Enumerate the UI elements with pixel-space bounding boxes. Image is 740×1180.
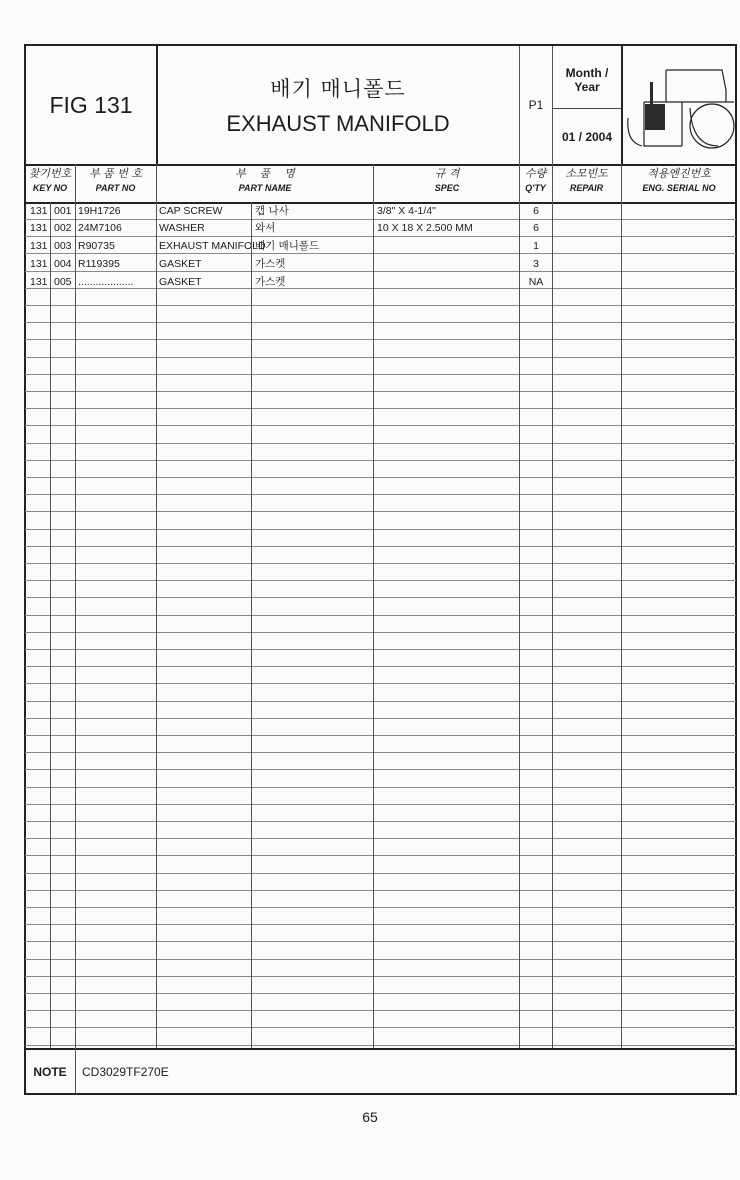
month-year-divider bbox=[553, 108, 621, 109]
row-rule bbox=[25, 391, 736, 392]
row-rule bbox=[25, 580, 736, 581]
tractor-icon bbox=[622, 46, 736, 164]
row-name-ko: 캡 나사 bbox=[255, 205, 289, 217]
row-name-en: CAP SCREW bbox=[159, 205, 223, 217]
column-rule bbox=[621, 46, 623, 164]
row-rule bbox=[25, 425, 736, 426]
column-rule bbox=[621, 164, 622, 1048]
row-rule bbox=[25, 666, 736, 667]
column-rule bbox=[50, 202, 51, 1048]
row-rule bbox=[25, 838, 736, 839]
row-rule bbox=[25, 511, 736, 512]
page-code: P1 bbox=[528, 98, 544, 112]
row-rule bbox=[25, 477, 736, 478]
row-key: 002 bbox=[54, 222, 72, 234]
row-name-en: WASHER bbox=[159, 222, 205, 234]
row-rule bbox=[25, 1027, 736, 1028]
row-key: 003 bbox=[54, 240, 72, 252]
row-rule bbox=[25, 615, 736, 616]
row-name-en: GASKET bbox=[159, 258, 202, 270]
col-header-repair: 소모빈도 REPAIR bbox=[565, 167, 608, 193]
fig-label: FIG 131 bbox=[49, 91, 133, 118]
row-rule bbox=[25, 941, 736, 942]
row-rule bbox=[25, 305, 736, 306]
row-rule bbox=[25, 873, 736, 874]
row-rule bbox=[25, 494, 736, 495]
row-rule bbox=[25, 1010, 736, 1011]
row-name-ko: 가스켓 bbox=[255, 276, 286, 288]
row-name-en: EXHAUST MANIFOLD bbox=[159, 240, 266, 252]
row-qty: 6 bbox=[533, 205, 539, 217]
row-fig: 131 bbox=[30, 222, 48, 234]
row-qty: 6 bbox=[533, 222, 539, 234]
row-name-ko: 와셔 bbox=[255, 222, 276, 234]
row-fig: 131 bbox=[30, 205, 48, 217]
note-text: CD3029TF270E bbox=[82, 1065, 169, 1079]
row-rule bbox=[25, 907, 736, 908]
col-header-spec: 규 격 SPEC bbox=[434, 167, 460, 193]
row-rule bbox=[25, 735, 736, 736]
row-rule bbox=[25, 924, 736, 925]
row-rule bbox=[25, 976, 736, 977]
row-rule bbox=[25, 253, 736, 254]
row-qty: NA bbox=[528, 276, 544, 288]
row-rule bbox=[25, 460, 736, 461]
month-year-label: Month / Year bbox=[565, 66, 609, 94]
column-rule bbox=[75, 1048, 76, 1094]
column-rule bbox=[75, 164, 76, 1048]
row-rule bbox=[25, 752, 736, 753]
row-rule bbox=[25, 804, 736, 805]
row-part-no: R119395 bbox=[78, 258, 120, 270]
column-rule bbox=[373, 164, 374, 1048]
column-rule bbox=[519, 164, 520, 1048]
row-rule bbox=[25, 993, 736, 994]
row-part-no: 24M7106 bbox=[78, 222, 122, 234]
title-korean: 배기 매니폴드 bbox=[270, 77, 406, 101]
row-key: 004 bbox=[54, 258, 72, 270]
row-rule bbox=[25, 632, 736, 633]
col-header-qty: 수량 Q'TY bbox=[524, 167, 547, 193]
column-rule bbox=[156, 46, 158, 164]
row-rule bbox=[25, 408, 736, 409]
row-rule bbox=[25, 164, 736, 166]
row-rule bbox=[25, 236, 736, 237]
row-rule bbox=[25, 271, 736, 272]
column-rule bbox=[519, 46, 520, 164]
row-key: 001 bbox=[54, 205, 72, 217]
column-rule bbox=[156, 164, 157, 1048]
page-number: 65 bbox=[362, 1109, 378, 1125]
row-rule bbox=[25, 1045, 736, 1046]
row-rule bbox=[25, 701, 736, 702]
month-year-value: 01 / 2004 bbox=[561, 130, 613, 144]
row-qty: 3 bbox=[533, 258, 539, 270]
column-rule bbox=[251, 202, 252, 1048]
row-rule bbox=[25, 787, 736, 788]
row-part-no: R90735 bbox=[78, 240, 115, 252]
row-spec: 3/8" X 4-1/4" bbox=[377, 205, 436, 217]
row-rule bbox=[25, 443, 736, 444]
row-part-no: ................... bbox=[78, 276, 134, 288]
col-header-part-name: 부 품 명 PART NAME bbox=[235, 167, 295, 193]
row-rule bbox=[25, 219, 736, 220]
row-rule bbox=[25, 855, 736, 856]
row-spec: 10 X 18 X 2.500 MM bbox=[377, 222, 473, 234]
row-rule bbox=[25, 546, 736, 547]
row-rule bbox=[25, 202, 736, 204]
row-fig: 131 bbox=[30, 258, 48, 270]
row-rule bbox=[25, 563, 736, 564]
row-rule bbox=[25, 890, 736, 891]
row-key: 005 bbox=[54, 276, 72, 288]
col-header-serial: 적용엔진번호 ENG. SERIAL NO bbox=[642, 167, 716, 193]
row-rule bbox=[25, 718, 736, 719]
row-rule bbox=[25, 959, 736, 960]
row-rule bbox=[25, 357, 736, 358]
column-rule bbox=[552, 46, 553, 164]
row-rule bbox=[25, 288, 736, 289]
row-rule bbox=[25, 683, 736, 684]
row-name-ko: 배기 매니폴드 bbox=[255, 240, 320, 252]
row-rule bbox=[25, 322, 736, 323]
row-fig: 131 bbox=[30, 240, 48, 252]
col-header-part-no: 부 품 번 호 PART NO bbox=[89, 167, 142, 193]
row-rule bbox=[25, 529, 736, 530]
row-rule bbox=[25, 339, 736, 340]
row-rule bbox=[25, 649, 736, 650]
note-label: NOTE bbox=[33, 1065, 67, 1079]
row-rule bbox=[25, 374, 736, 375]
col-header-key-no: 찾기번호 KEY NO bbox=[28, 167, 72, 193]
column-rule bbox=[552, 164, 553, 1048]
row-name-en: GASKET bbox=[159, 276, 202, 288]
title-english: EXHAUST MANIFOLD bbox=[226, 111, 450, 136]
row-fig: 131 bbox=[30, 276, 48, 288]
row-rule bbox=[25, 769, 736, 770]
row-qty: 1 bbox=[533, 240, 539, 252]
row-name-ko: 가스켓 bbox=[255, 258, 286, 270]
row-part-no: 19H1726 bbox=[78, 205, 121, 217]
row-rule bbox=[25, 821, 736, 822]
row-rule bbox=[25, 597, 736, 598]
title-block bbox=[157, 46, 519, 164]
